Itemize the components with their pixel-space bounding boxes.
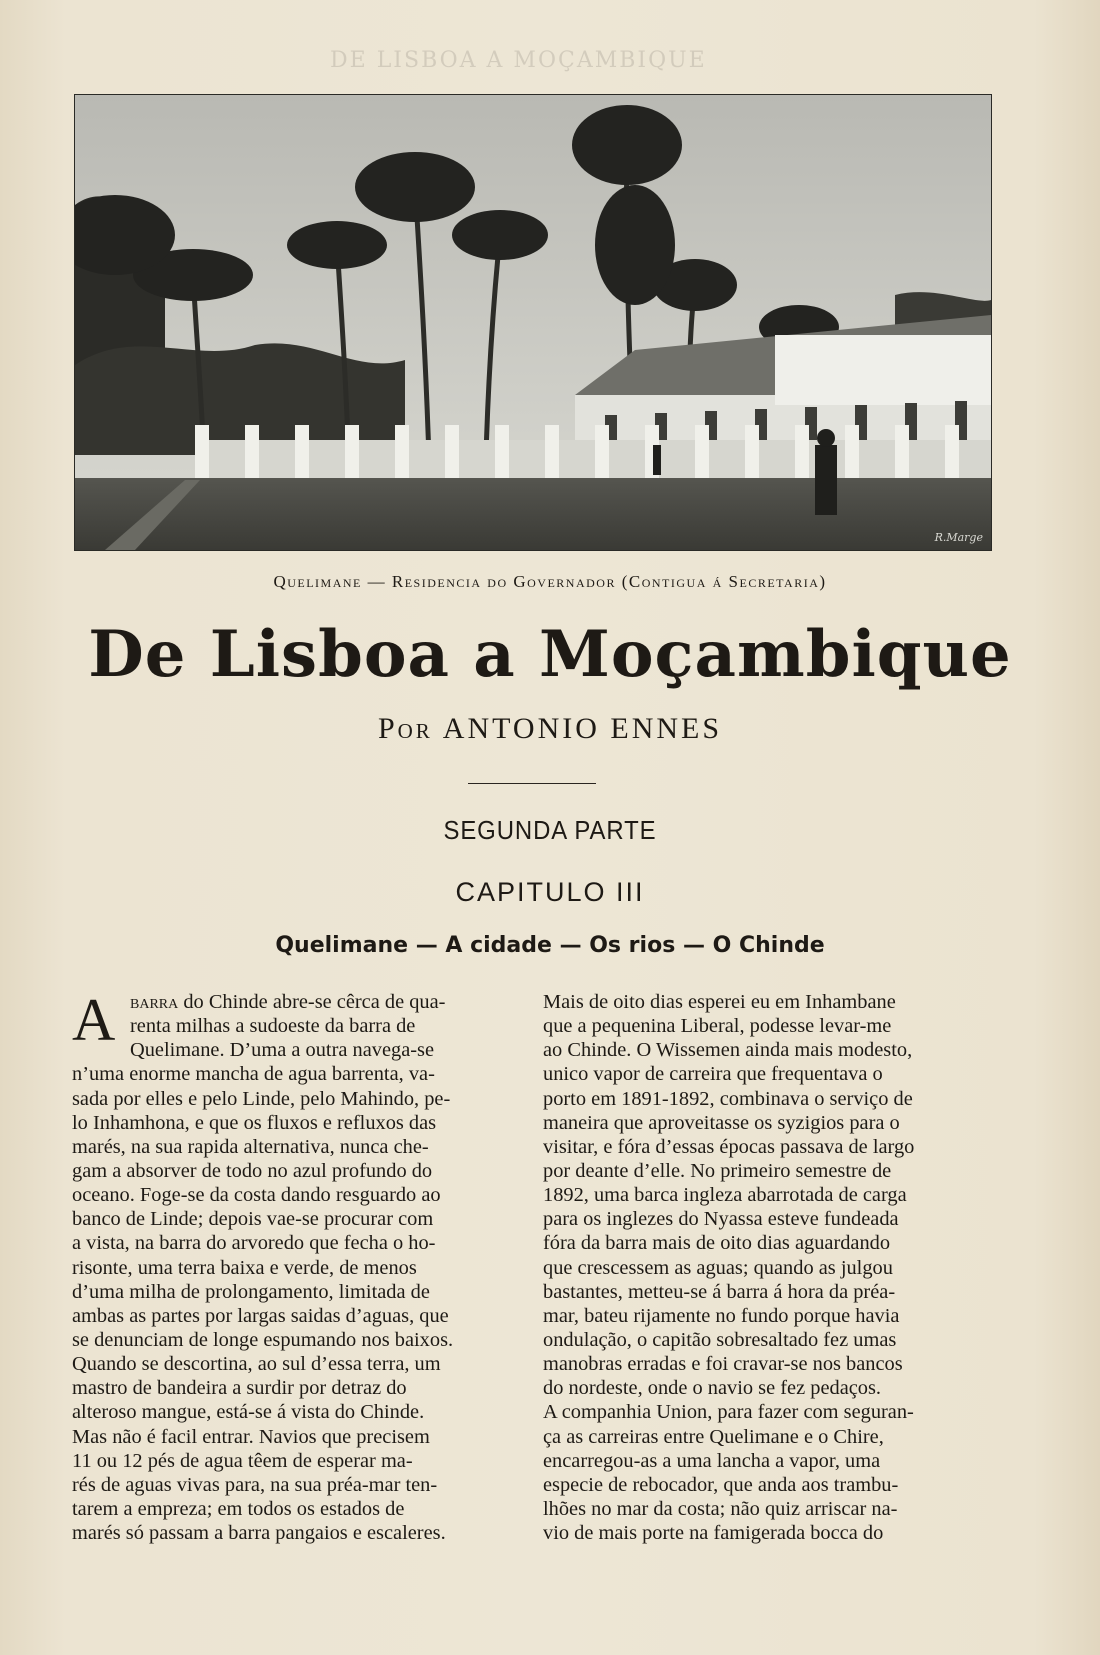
- text-line: fóra da barra mais de oito dias aguardando: [543, 1232, 891, 1255]
- text-line: maneira que aproveitasse os syzigios para o: [543, 1111, 900, 1134]
- text-line: Quelimane. D’uma a outra navega-se: [130, 1039, 435, 1062]
- text-line: encarregou-as a uma lancha a vapor, uma: [543, 1449, 881, 1472]
- text-line: [72, 990, 524, 1014]
- article-title: De Lisboa a Moçambique: [88, 617, 1012, 692]
- text-line: sada por elles e pelo Linde, pelo Mahindo, pe-: [72, 1087, 451, 1110]
- text-line: renta milhas a sudoeste da barra de: [130, 1015, 416, 1038]
- right-text-column: [543, 990, 995, 1545]
- text-line: rés de aguas vivas para, na sua préa-mar ten-: [72, 1473, 438, 1496]
- drop-cap: A: [72, 987, 116, 1053]
- chapter-heading: CAPITULO III: [455, 877, 645, 907]
- text-line: 11 ou 12 pés de agua têem de esperar ma-: [72, 1449, 413, 1472]
- text-line: manobras erradas e foi cravar-se nos bancos: [543, 1353, 903, 1376]
- text-line: vio de mais porte na famigerada bocca do: [543, 1522, 884, 1545]
- photo-caption: Quelimane — Residencia do Governador (Contigua á Secretaria): [273, 572, 827, 591]
- text-line: risonte, uma terra baixa e verde, de menos: [72, 1256, 417, 1279]
- byline-prefix: Por: [377, 712, 433, 745]
- text-line: tarem a empreza; em todos os estados de: [72, 1497, 405, 1520]
- photo-illustration: [75, 95, 991, 550]
- text-line: por deante d’elle. No primeiro semestre de: [543, 1159, 892, 1182]
- text-line: mastro de bandeira a surdir por detraz do: [72, 1377, 407, 1400]
- photograph: [74, 94, 992, 551]
- text-line: porto em 1891-1892, combinava o serviço de: [543, 1087, 913, 1110]
- text-line: gam a absorver de todo no azul profundo do: [72, 1159, 433, 1182]
- first-line-text: do Chinde abre-se cêrca de qua-: [178, 991, 446, 1013]
- divider-rule: [468, 783, 596, 784]
- byline: [0, 712, 1100, 746]
- photographer-signature: R.Marge: [934, 531, 983, 544]
- text-line: A companhia Union, para fazer com seguran-: [543, 1401, 914, 1424]
- text-line: unico vapor de carreira que frequentava o: [543, 1063, 883, 1086]
- text-line: especie de rebocador, que anda aos trambu-: [543, 1473, 899, 1496]
- text-line: banco de Linde; depois vae-se procurar com: [72, 1208, 434, 1231]
- text-line: 1892, uma barca ingleza abarrotada de carga: [543, 1184, 907, 1207]
- section-heading: SEGUNDA PARTE: [443, 815, 657, 845]
- left-text-column: [72, 987, 524, 1545]
- text-line: ao Chinde. O Wissemen ainda mais modesto,: [543, 1039, 913, 1062]
- text-line: ambas as partes por largas saidas d’aguas, que: [72, 1304, 449, 1327]
- text-line: lhões no mar da costa; não quiz arriscar na-: [543, 1497, 898, 1520]
- text-line: que a pequenina Liberal, podesse levar-me: [543, 1015, 892, 1038]
- text-line: marés só passam a barra pangaios e escaleres.: [72, 1522, 446, 1545]
- text-line: se denunciam de longe espumando nos baixos.: [72, 1328, 454, 1351]
- text-line: bastantes, metteu-se á barra á hora da préa-: [543, 1280, 896, 1303]
- text-line: oceano. Foge-se da costa dando resguardo ao: [72, 1184, 441, 1207]
- text-line: Mais de oito dias esperei eu em Inhambane: [543, 991, 896, 1013]
- text-line: mar, bateu rijamente no fundo porque havia: [543, 1304, 900, 1327]
- text-line: Quando se descortina, ao sul d’essa terra, um: [72, 1353, 441, 1376]
- text-line: marés, na sua rapida alternativa, nunca che-: [72, 1135, 429, 1158]
- text-line: n’uma enorme mancha de agua barrenta, va-: [72, 1063, 435, 1086]
- chapter-subtitle: Quelimane — A cidade — Os rios — O Chinde: [275, 933, 825, 958]
- text-line: a vista, na barra do arvoredo que fecha o ho-: [72, 1232, 436, 1255]
- text-line: lo Inhamhona, e que os fluxos e refluxos das: [72, 1111, 437, 1134]
- text-line: d’uma milha de prolongamento, limitada de: [72, 1280, 430, 1303]
- text-line: ça as carreiras entre Quelimane e o Chire,: [543, 1425, 884, 1448]
- text-line: ondulação, o capitão sobresaltado fez umas: [543, 1328, 897, 1351]
- text-line: alteroso mangue, está-se á vista do Chinde.: [72, 1401, 425, 1424]
- first-word: barra: [130, 991, 179, 1013]
- text-line: visitar, e fóra d’essas épocas passava de largo: [543, 1135, 915, 1158]
- text-line: para os inglezes do Nyassa esteve fundeada: [543, 1208, 899, 1231]
- text-line: que crescessem as aguas; quando as julgou: [543, 1256, 893, 1279]
- text-line: Mas não é facil entrar. Navios que precisem: [72, 1425, 430, 1448]
- author-name: ANTONIO ENNES: [442, 712, 723, 745]
- text-line: do nordeste, onde o navio se fez pedaços.: [543, 1377, 882, 1400]
- bleed-through-header: DE LISBOA A MOÇAMBIQUE: [330, 48, 707, 72]
